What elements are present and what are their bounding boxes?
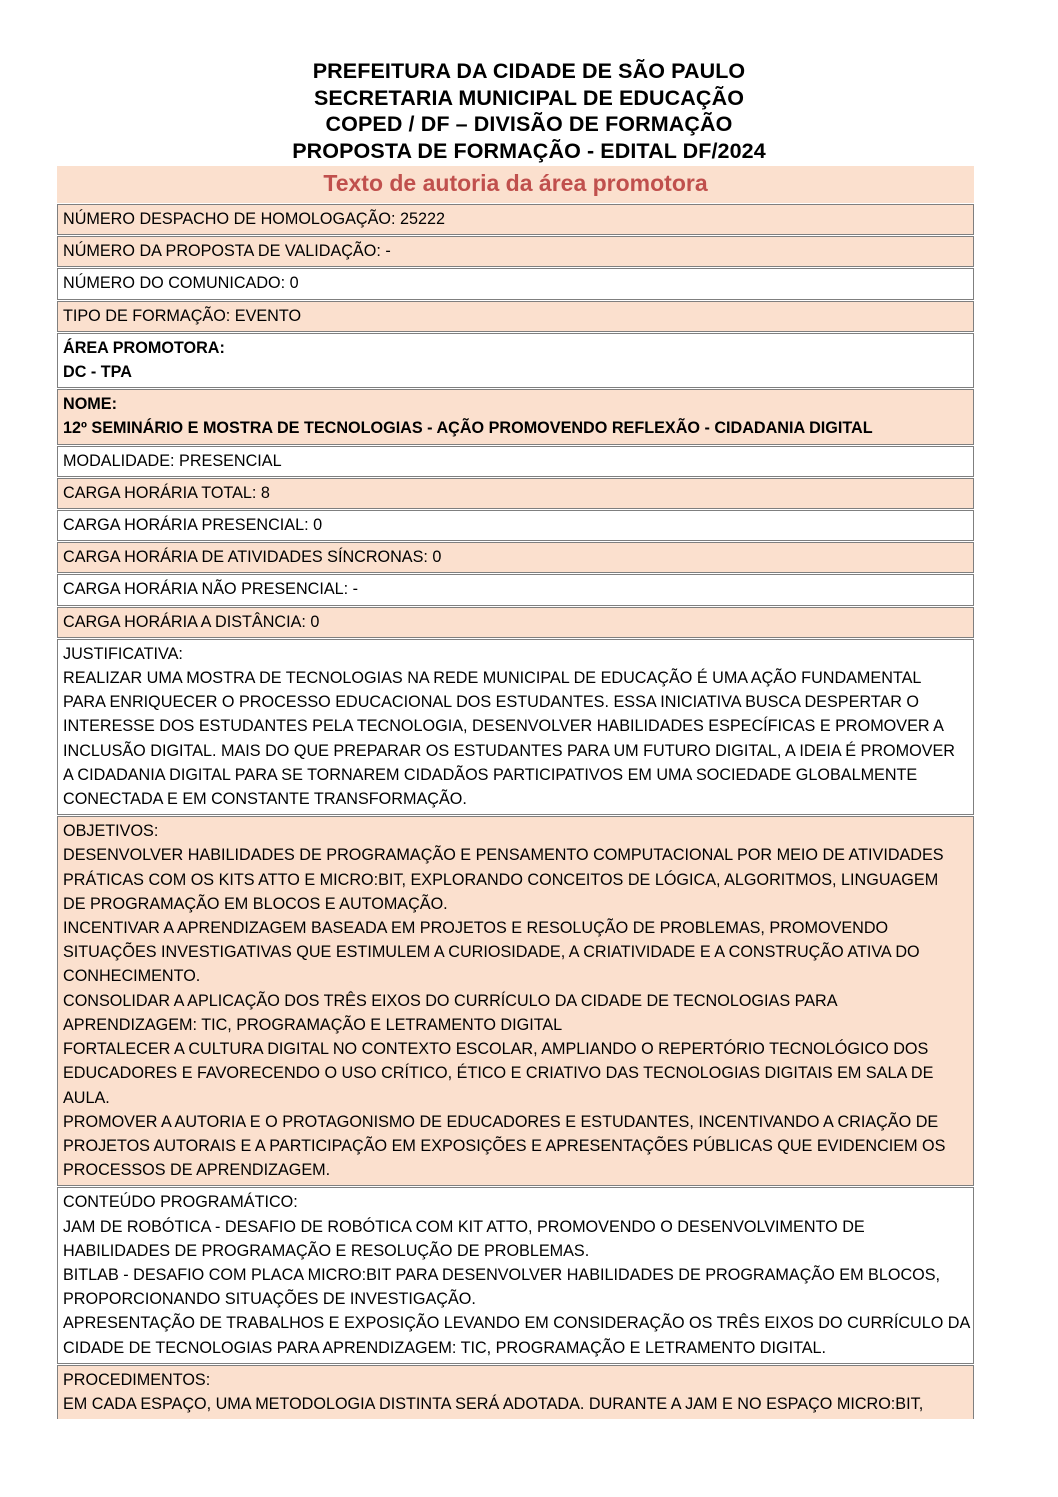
field-justificativa-line-1: JUSTIFICATIVA: <box>63 644 183 663</box>
field-area-promotora <box>57 333 974 388</box>
field-numero-comunicado-line-1: NÚMERO DO COMUNICADO: 0 <box>63 274 299 293</box>
field-carga-horaria-total <box>57 478 974 509</box>
field-numero-proposta-validacao <box>57 236 974 267</box>
field-numero-proposta-validacao-line-1: NÚMERO DA PROPOSTA DE VALIDAÇÃO: - <box>63 242 391 261</box>
field-justificativa-line-5: INCLUSÃO DIGITAL. MAIS DO QUE PREPARAR OS ESTUDANTES PARA UM FUTURO DIGITAL, A IDEIA É PROMOVER <box>63 741 955 760</box>
field-objetivos-line-13: PROMOVER A AUTORIA E O PROTAGONISMO DE EDUCADORES E ESTUDANTES, INCENTIVANDO A CRIAÇÃO DE <box>63 1112 939 1131</box>
field-procedimentos-line-2: EM CADA ESPAÇO, UMA METODOLOGIA DISTINTA SERÁ ADOTADA. DURANTE A JAM E NO ESPAÇO MICRO:BIT, <box>63 1394 924 1413</box>
table-row <box>57 236 974 267</box>
field-conteudo-programatico <box>57 1187 974 1363</box>
header-line-1: PREFEITURA DA CIDADE DE SÃO PAULO <box>312 59 746 83</box>
field-objetivos-line-9: APRENDIZAGEM: TIC, PROGRAMAÇÃO E LETRAMENTO DIGITAL <box>63 1015 563 1034</box>
field-objetivos-line-3: PRÁTICAS COM OS KITS ATTO E MICRO:BIT, EXPLORANDO CONCEITOS DE LÓGICA, ALGORITMOS, LINGUAGEM <box>63 870 939 889</box>
field-nome-da-formacao-line-1: NOME: <box>63 395 117 414</box>
header-line-4: PROPOSTA DE FORMAÇÃO - EDITAL DF/2024 <box>292 138 766 163</box>
field-procedimentos <box>57 1365 974 1419</box>
field-area-promotora-line-1: ÁREA PROMOTORA: <box>63 338 225 357</box>
table-row <box>57 1187 974 1363</box>
field-carga-horaria-presencial <box>57 510 974 541</box>
table-row <box>57 389 974 444</box>
field-justificativa-line-2: REALIZAR UMA MOSTRA DE TECNOLOGIAS NA REDE MUNICIPAL DE EDUCAÇÃO É UMA AÇÃO FUNDAMENTAL <box>63 669 922 688</box>
table-row <box>57 204 974 235</box>
field-objetivos-line-2: DESENVOLVER HABILIDADES DE PROGRAMAÇÃO E PENSAMENTO COMPUTACIONAL POR MEIO DE ATIVIDADES <box>63 846 944 865</box>
field-numero-despacho-homologacao-line-1: NÚMERO DESPACHO DE HOMOLOGAÇÃO: 25222 <box>63 210 445 228</box>
table-row <box>57 816 974 1186</box>
field-conteudo-programatico-line-5: PROPORCIONANDO SITUAÇÕES DE INVESTIGAÇÃO. <box>63 1290 476 1309</box>
field-objetivos-line-5: INCENTIVAR A APRENDIZAGEM BASEADA EM PROJETOS E RESOLUÇÃO DE PROBLEMAS, PROMOVENDO <box>63 919 889 938</box>
field-carga-horaria-nao-presencial-line-1: CARGA HORÁRIA NÃO PRESENCIAL: - <box>63 580 359 599</box>
field-conteudo-programatico-line-6: APRESENTAÇÃO DE TRABALHOS E EXPOSIÇÃO LEVANDO EM CONSIDERAÇÃO OS TRÊS EIXOS DO CURRÍCULO DA <box>63 1314 971 1333</box>
table-row <box>57 639 974 815</box>
field-objetivos-line-14: PROJETOS AUTORAIS E A PARTICIPAÇÃO EM EXPOSIÇÕES E APRESENTAÇÕES PÚBLICAS QUE EVIDENCIEM OS <box>63 1136 946 1155</box>
banner-title: Texto de autoria da área promotora <box>323 170 708 196</box>
field-procedimentos-line-1: PROCEDIMENTOS: <box>63 1370 211 1389</box>
field-area-promotora-line-2: DC - TPA <box>63 363 132 382</box>
header-line-2: SECRETARIA MUNICIPAL DE EDUCAÇÃO <box>313 85 745 110</box>
field-numero-despacho-homologacao <box>57 204 974 235</box>
field-tipo-de-formacao-line-1: TIPO DE FORMAÇÃO: EVENTO <box>63 306 302 325</box>
field-conteudo-programatico-line-2: JAM DE ROBÓTICA - DESAFIO DE ROBÓTICA COM KIT ATTO, PROMOVENDO O DESENVOLVIMENTO DE <box>63 1217 865 1236</box>
field-justificativa-line-4: INTERESSE DOS ESTUDANTES PELA TECNOLOGIA, DESENVOLVER HABILIDADES ESPECÍFICAS E PROMOVER A <box>63 717 944 736</box>
field-carga-horaria-atividades-sincronas-line-1: CARGA HORÁRIA DE ATIVIDADES SÍNCRONAS: 0 <box>63 548 442 567</box>
field-justificativa-line-7: CONECTADA E EM CONSTANTE TRANSFORMAÇÃO. <box>63 790 467 809</box>
field-objetivos-line-8: CONSOLIDAR A APLICAÇÃO DOS TRÊS EIXOS DO CURRÍCULO DA CIDADE DE TECNOLOGIAS PARA <box>63 991 838 1010</box>
field-carga-horaria-atividades-sincronas <box>57 542 974 573</box>
field-carga-horaria-total-line-1: CARGA HORÁRIA TOTAL: 8 <box>63 483 270 502</box>
field-objetivos-line-11: EDUCADORES E FAVORECENDO O USO CRÍTICO, ÉTICO E CRIATIVO DAS TECNOLOGIAS DIGITAIS EM SALA DE <box>63 1064 934 1083</box>
table-row <box>57 510 974 541</box>
section-banner <box>57 166 974 203</box>
document-header <box>0 0 1058 164</box>
table-row <box>57 1365 974 1419</box>
header-line-3: COPED / DF – DIVISÃO DE FORMAÇÃO <box>325 112 733 136</box>
field-carga-horaria-a-distancia <box>57 607 974 638</box>
field-modalidade-line-1: MODALIDADE: PRESENCIAL <box>63 451 282 470</box>
table-row <box>57 333 974 388</box>
field-conteudo-programatico-line-1: CONTEÚDO PROGRAMÁTICO: <box>63 1193 298 1212</box>
table-row <box>57 542 974 573</box>
field-carga-horaria-a-distancia-line-1: CARGA HORÁRIA A DISTÂNCIA: 0 <box>63 612 320 631</box>
field-justificativa <box>57 639 974 815</box>
field-objetivos-line-1: OBJETIVOS: <box>63 822 159 841</box>
field-justificativa-line-3: PARA ENRIQUECER O PROCESSO EDUCACIONAL DOS ESTUDANTES. ESSA INICIATIVA BUSCA DESPERTAR O <box>63 693 920 712</box>
form-table-body <box>57 204 974 1419</box>
field-objetivos <box>57 816 974 1186</box>
field-objetivos-line-4: DE PROGRAMAÇÃO EM BLOCOS E AUTOMAÇÃO. <box>63 894 448 913</box>
table-row <box>57 574 974 605</box>
field-conteudo-programatico-line-3: HABILIDADES DE PROGRAMAÇÃO E RESOLUÇÃO DE PROBLEMAS. <box>63 1241 590 1260</box>
field-numero-comunicado <box>57 268 974 299</box>
table-row <box>57 301 974 332</box>
table-row <box>57 478 974 509</box>
table-row <box>57 446 974 477</box>
table-row <box>57 607 974 638</box>
field-conteudo-programatico-line-7: CIDADE DE TECNOLOGIAS PARA APRENDIZAGEM: TIC, PROGRAMAÇÃO E LETRAMENTO DIGITAL. <box>63 1338 827 1357</box>
field-objetivos-line-6: SITUAÇÕES INVESTIGATIVAS QUE ESTIMULEM A CURIOSIDADE, A CRIATIVIDADE E A CONSTRUÇÃO ATIVA DO <box>63 943 920 962</box>
field-modalidade <box>57 446 974 477</box>
table-row <box>57 268 974 299</box>
field-nome-da-formacao <box>57 389 974 444</box>
proposal-form-table <box>57 203 974 1420</box>
field-objetivos-line-12: AULA. <box>63 1088 110 1107</box>
field-tipo-de-formacao <box>57 301 974 332</box>
field-nome-da-formacao-line-2: 12º SEMINÁRIO E MOSTRA DE TECNOLOGIAS - AÇÃO PROMOVENDO REFLEXÃO - CIDADANIA DIGITAL <box>63 419 873 438</box>
field-carga-horaria-presencial-line-1: CARGA HORÁRIA PRESENCIAL: 0 <box>63 516 323 535</box>
field-objetivos-line-10: FORTALECER A CULTURA DIGITAL NO CONTEXTO ESCOLAR, AMPLIANDO O REPERTÓRIO TECNOLÓGICO DOS <box>63 1040 929 1059</box>
field-carga-horaria-nao-presencial <box>57 574 974 605</box>
field-justificativa-line-6: A CIDADANIA DIGITAL PARA SE TORNAREM CIDADÃOS PARTICIPATIVOS EM UMA SOCIEDADE GLOBALMENTE <box>63 765 918 784</box>
field-objetivos-line-15: PROCESSOS DE APRENDIZAGEM. <box>63 1161 331 1180</box>
field-conteudo-programatico-line-4: BITLAB - DESAFIO COM PLACA MICRO:BIT PARA DESENVOLVER HABILIDADES DE PROGRAMAÇÃO EM BLOCOS, <box>63 1265 941 1284</box>
field-objetivos-line-7: CONHECIMENTO. <box>63 967 201 986</box>
